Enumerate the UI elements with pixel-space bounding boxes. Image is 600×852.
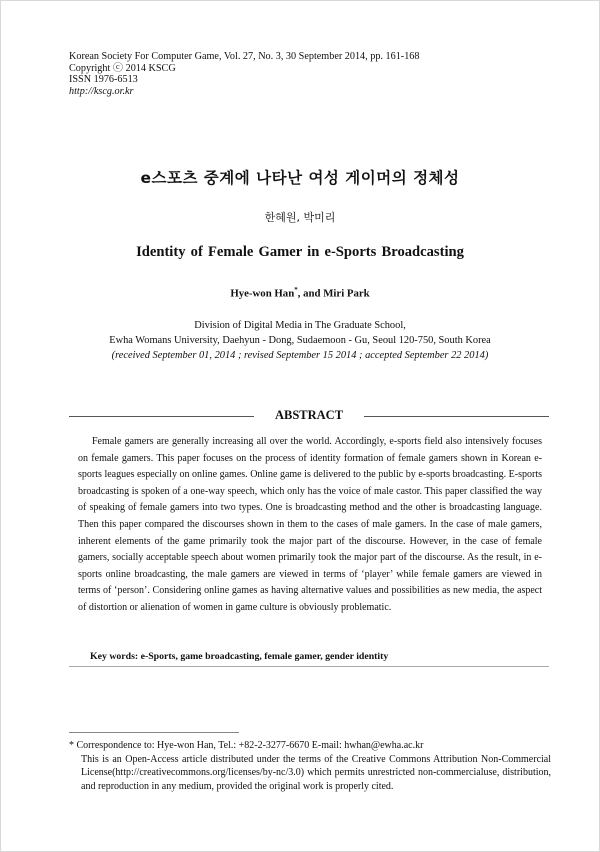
copyright-line: Copyright ⓒ 2014 KSCG <box>69 62 176 74</box>
keywords: Key words: e-Sports, game broadcasting, female gamer, gender identity <box>90 651 389 662</box>
footnote-divider <box>69 732 239 733</box>
abstract-rule-left <box>69 416 254 417</box>
correspondence-note: * Correspondence to: Hye-won Han, Tel.: +82-2-3277-6670 E-mail: hwhan@ewha.ac.kr <box>69 740 424 751</box>
other-authors: , and Miri Park <box>297 287 370 300</box>
english-authors <box>0 286 600 300</box>
korean-title: e스포츠 중계에 나타난 여성 게이머의 정체성 <box>140 169 460 187</box>
corresponding-mark: * <box>294 286 298 294</box>
abstract-heading-row <box>69 408 549 424</box>
issn-line: ISSN 1976-6513 <box>69 74 138 86</box>
abstract-rule-right <box>364 416 549 417</box>
first-author: Hye-won Han <box>230 287 295 300</box>
keywords-divider <box>69 666 549 667</box>
affiliation-block <box>0 318 600 363</box>
affiliation-line-1: Division of Digital Media in The Graduate School, <box>194 320 406 331</box>
journal-url-link[interactable]: http://kscg.or.kr <box>69 85 134 97</box>
abstract-heading: ABSTRACT <box>274 408 344 422</box>
journal-citation: Korean Society For Computer Game, Vol. 27, No. 3, 30 September 2014, pp. 161-168 <box>69 51 420 62</box>
abstract-text: Female gamers are generally increasing all over the world. Accordingly, e-sports field also intensively focuses on female gamers. This paper focuses on the process of identity formation of female gamers shown in Korean e-sports leagues especially on online games. Online game is delivered to the public by e-sports broadcasting. E-sports broadcasting is spoken of a one-way speech, which only has the voice of male castor. This paper classified the way of speaking of female gamers into two types. One is broadcasting method and the other is broadcasting language. Then this paper compared the discourses shown in them to the cases of male gamers. In the case of male gamers, inherent elements of the game primarily took the major part of the discourse. However, in the case of female gamers, socially acceptable speech about women primarily took the major part of the discourse. As the result, in e-sports online broadcasting, the male gamers are viewed in terms of ‘player’ while female gamers are viewed in terms of ‘person’. Considering online games as having alternative values and possibilities as new media, the aspect of distortion or alienation of women in game culture is obviously problematic. <box>78 436 542 613</box>
english-title: Identity of Female Gamer in e-Sports Broadcasting <box>136 244 464 260</box>
received-dates: (received September 01, 2014 ; revised September 15 2014 ; accepted September 22 2014) <box>111 350 489 361</box>
footnote-block <box>69 739 551 793</box>
affiliation-line-2: Ewha Womans University, Daehyun - Dong, Sudaemoon - Gu, Seoul 120-750, South Korea <box>109 335 491 346</box>
journal-header <box>69 51 419 97</box>
open-access-note: This is an Open-Access article distributed under the terms of the Creative Commons Attribution Non-Commercial License(http://creativecommons.org/licenses/by-nc/3.0) which permits unrestricted non-commercialuse, distribution, and reproduction in any medium, provided the original work is properly cited. <box>81 753 551 792</box>
korean-authors: 한혜원, 박미리 <box>264 211 336 224</box>
